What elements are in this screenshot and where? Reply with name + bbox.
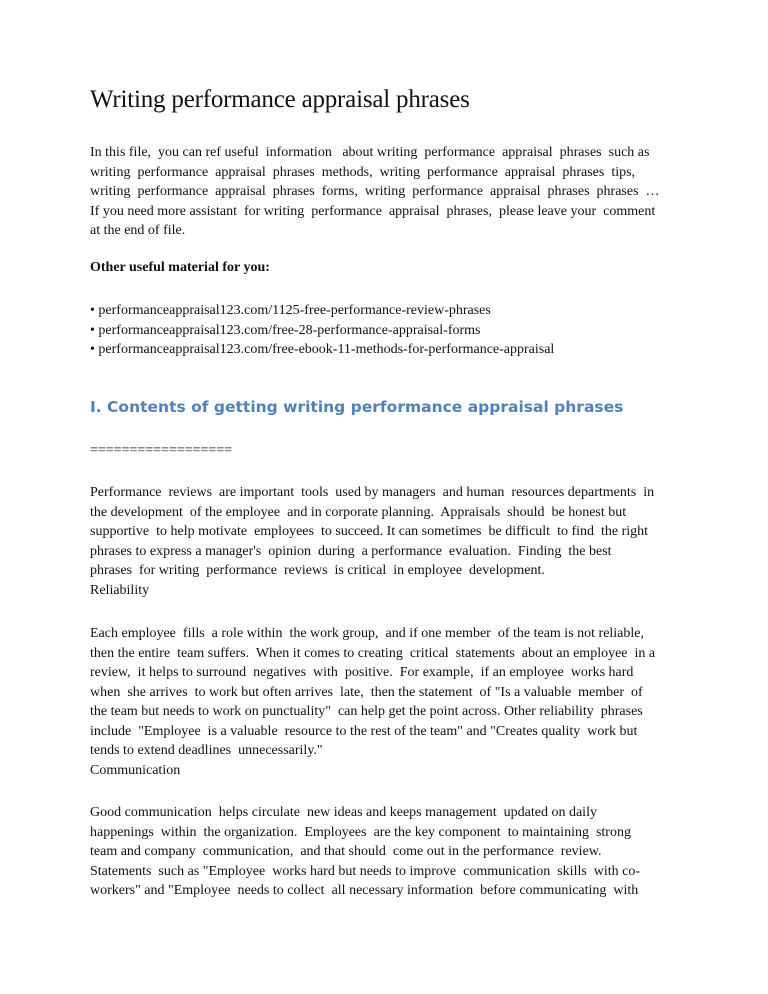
link-item[interactable]: • performanceappraisal123.com/1125-free-performance-review-phrases: [90, 303, 491, 318]
paragraph-line: the team but needs to work on punctuality" can help get the point across. Other reliability phrases: [90, 704, 643, 719]
reliability-paragraph: [90, 624, 690, 780]
intro-line: writing performance appraisal phrases methods, writing performance appraisal phrases tips,: [90, 164, 636, 180]
paragraph-line: include "Employee is a valuable resource to the rest of the team" and "Creates quality work but: [90, 723, 638, 739]
paragraph-line: the development of the employee and in corporate planning. Appraisals should be honest but: [90, 504, 627, 520]
intro-paragraph: [90, 143, 690, 241]
paragraph-line: workers" and "Employee needs to collect all necessary information before communicating with: [90, 883, 639, 898]
paragraph-line: team and company communication, and that should come out in the performance review.: [90, 844, 602, 859]
intro-line: In this file, you can ref useful information about writing performance appraisal phrases such as: [90, 145, 650, 160]
paragraph-line: Statements such as "Employee works hard but needs to improve communication skills with co-: [90, 863, 641, 879]
link-item[interactable]: • performanceappraisal123.com/free-ebook-11-methods-for-performance-appraisal: [90, 342, 555, 357]
paragraph-line: Good communication helps circulate new ideas and keeps management updated on daily: [90, 805, 597, 820]
paragraph-line: Each employee fills a role within the work group, and if one member of the team is not reliable,: [90, 626, 644, 641]
paragraph-line: happenings within the organization. Employees are the key component to maintaining strong: [90, 824, 631, 840]
links-list: [90, 301, 690, 360]
paragraph-line: supportive to help motivate employees to succeed. It can sometimes be difficult to find the right: [90, 524, 649, 539]
link-item[interactable]: • performanceappraisal123.com/free-28-performance-appraisal-forms: [90, 322, 481, 338]
subheading-communication: Communication: [90, 762, 181, 778]
paragraph-line: then the entire team suffers. When it comes to creating critical statements about an employee in a: [90, 645, 656, 661]
performance-reviews-paragraph: [90, 483, 690, 600]
subheading-reliability: Reliability: [90, 582, 150, 598]
intro-line: at the end of file.: [90, 223, 186, 238]
paragraph-line: phrases to express a manager's opinion during a performance evaluation. Finding the best: [90, 543, 612, 559]
communication-paragraph: [90, 803, 690, 901]
paragraph-line: tends to extend deadlines unnecessarily.": [90, 743, 323, 758]
document-title: Writing performance appraisal phrases: [90, 86, 470, 113]
paragraph-line: phrases for writing performance reviews is critical in employee development.: [90, 563, 545, 578]
section-heading: I. Contents of getting writing performance appraisal phrases: [90, 398, 624, 416]
paragraph-line: review, it helps to surround negatives with positive. For example, if an employee works hard: [90, 665, 634, 680]
useful-material-heading: Other useful material for you:: [90, 260, 270, 275]
intro-line: writing performance appraisal phrases forms, writing performance appraisal phrases phrases …: [90, 184, 660, 199]
intro-line: If you need more assistant for writing performance appraisal phrases, please leave your comment: [90, 203, 656, 219]
paragraph-line: when she arrives to work but often arrives late, then the statement of "Is a valuable member of: [90, 684, 643, 700]
paragraph-line: Performance reviews are important tools used by managers and human resources departments in: [90, 485, 655, 500]
separator: ==================: [90, 443, 233, 458]
